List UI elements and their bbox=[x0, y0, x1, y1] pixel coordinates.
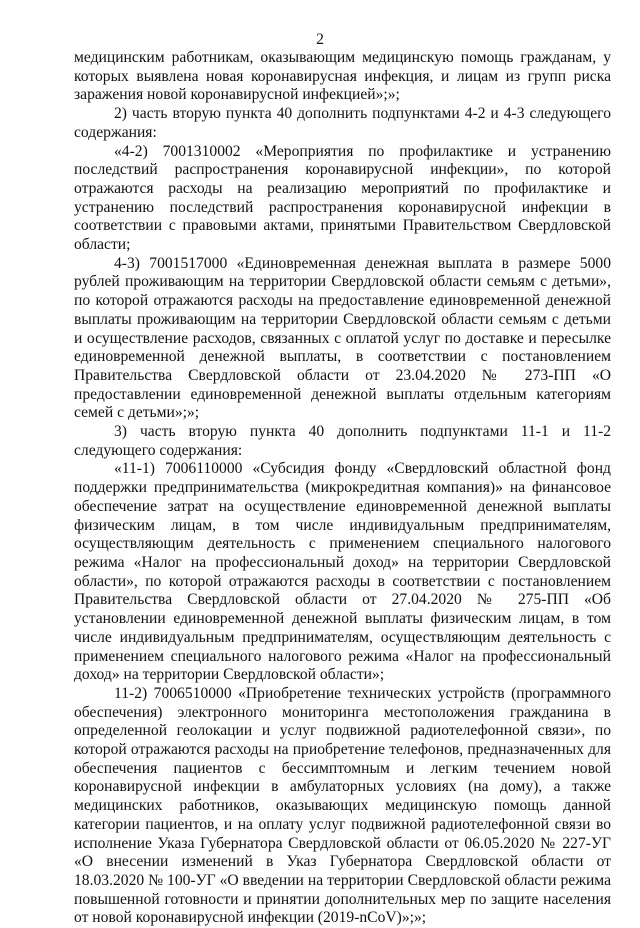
page-number: 2 bbox=[316, 31, 324, 48]
paragraph-subitem-4-3: 4-3) 7001517000 «Единовременная денежная выплата в размере 5000 рублей проживающим на территории Свердловской области семьям с детьми», по которой отражаются расходы на предоставление единовременной денежной выплаты проживающим на территории Свердловской области семьям с детьми и осуществление расходов, связанных с оплатой услуг по доставке и пересылке единовременной денежной выплаты, в соответствии с постановлением Правительства Свердловской области от 23.04.2020 № 273-ПП «О предоставлении единовременной денежной выплаты отдельным категориям семей с детьми»;»; bbox=[74, 254, 611, 422]
paragraph-continuation: медицинским работникам, оказывающим медицинскую помощь гражданам, у которых выявлена новая коронавирусная инфекция, и лицам из групп риска заражения новой коронавирусной инфекцией»;»; bbox=[74, 49, 611, 104]
paragraph-subitem-4-2: «4-2) 7001310002 «Мероприятия по профилактике и устранению последствий распространения коронавирусной инфекции», по которой отражаются расходы на реализацию мероприятий по профилактике и устранению последствий распространения коронавирусной инфекции в соответствии с правовыми актами, принятыми Правительством Свердловской области; bbox=[74, 142, 611, 254]
paragraph-item-3: 3) часть вторую пункта 40 дополнить подпунктами 11-1 и 11-2 следующего содержания: bbox=[74, 423, 611, 459]
paragraph-subitem-11-1: «11-1) 7006110000 «Субсидия фонду «Свердловский областной фонд поддержки предпринимательства (микрокредитная компания)» на финансовое обеспечение затрат на осуществление единовременной денежной выплаты физическим лицам, в том числе индивидуальным предпринимателям, осуществляющим деятельность с применением специального налогового режима «Налог на профессиональный доход» на территории Свердловской области», по которой отражаются расходы в соответствии с постановлением Правительства Свердловской области от 27.04.2020 № 275-ПП «Об установлении единовременной денежной выплаты физическим лицам, в том числе индивидуальным предпринимателям, осуществляющим деятельность с применением специального налогового режима «Налог на профессиональный доход» на территории Свердловской области»; bbox=[74, 460, 611, 684]
paragraph-item-2: 2) часть вторую пункта 40 дополнить подпунктами 4-2 и 4-3 следующего содержания: bbox=[74, 105, 611, 141]
document-body bbox=[74, 49, 611, 928]
paragraph-subitem-11-2: 11-2) 7006510000 «Приобретение технических устройств (программного обеспечения) электронного мониторинга местоположения гражданина в определенной геолокации и услуг подвижной радиотелефонной связи», по которой отражаются расходы на приобретение телефонов, предназначенных для обеспечения пациентов с бессимптомным и легким течением новой коронавирусной инфекции в амбулаторных условиях (на дому), а также медицинских работников, оказывающих медицинскую помощь данной категории пациентов, и на оплату услуг подвижной радиотелефонной связи во исполнение Указа Губернатора Свердловской области от 06.05.2020 № 227-УГ «О внесении изменений в Указ Губернатора Свердловской области от 18.03.2020 № 100-УГ «О введении на территории Свердловской области режима повышенной готовности и принятии дополнительных мер по защите населения от новой коронавирусной инфекции (2019-nCoV)»;»; bbox=[74, 684, 611, 927]
